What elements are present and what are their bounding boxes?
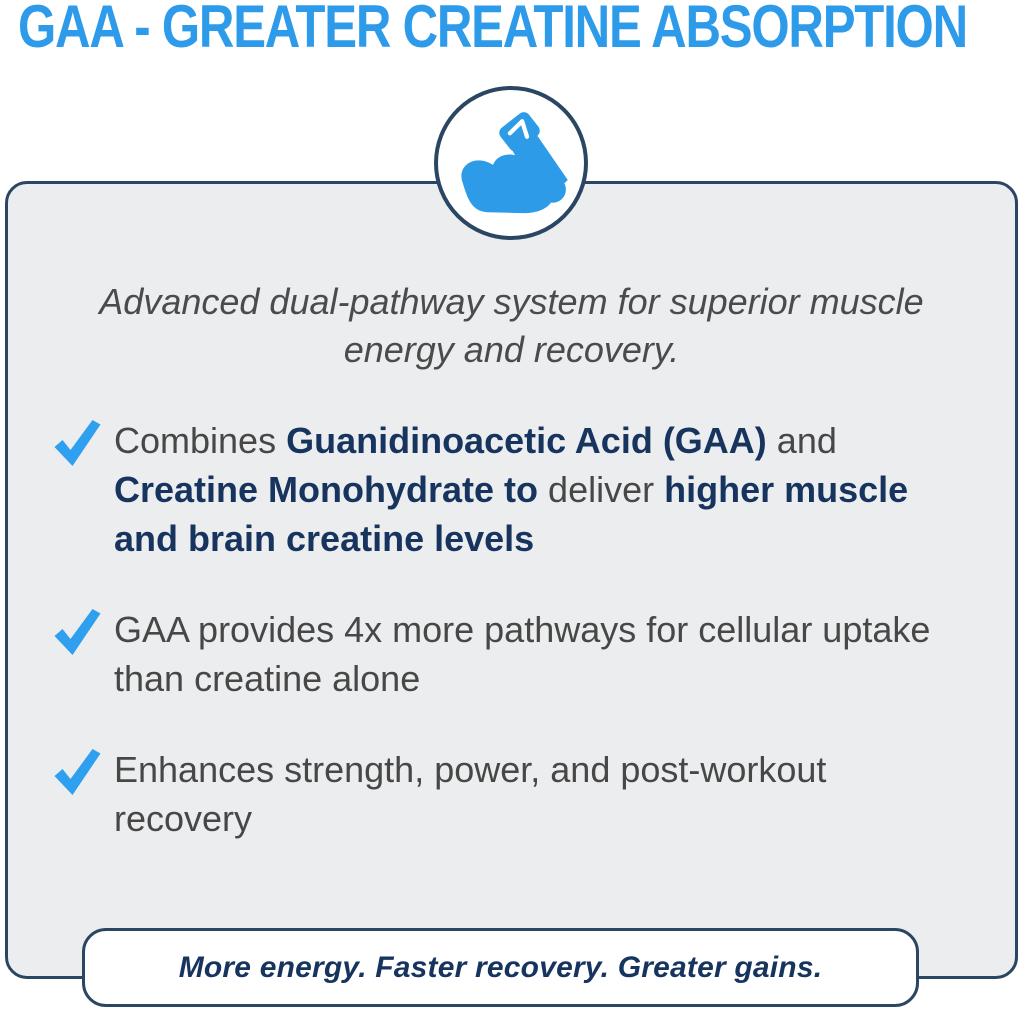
benefit-text [114,609,930,699]
checkmark-icon [52,747,102,799]
footer-banner [82,928,919,1007]
benefit-text-plain: deliver [538,469,665,510]
muscle-badge [434,86,588,240]
benefit-text [114,420,908,559]
benefit-text-plain: Enhances strength, power, and post-workout recovery [114,749,827,839]
page-title: GAA - GREATER CREATINE ABSORPTION [18,0,967,60]
benefit-text [114,749,826,839]
benefit-text-emphasis: Guanidinoacetic Acid (GAA) [286,420,767,461]
feature-card [5,181,1018,979]
checkmark-icon [52,607,102,659]
benefit-text-plain: and [766,420,837,461]
benefit-text-plain: Combines [114,420,287,461]
footer-tagline: More energy. Faster recovery. Greater gains. [178,950,823,984]
flexed-bicep-icon [440,92,582,234]
benefit-item [54,605,947,703]
benefit-text-plain: GAA provides 4x more pathways for cellular uptake than creatine alone [114,609,931,699]
benefit-item [54,416,947,563]
benefit-text-emphasis: higher muscle and brain creatine levels [114,469,909,559]
benefit-list [54,416,947,843]
subtitle: Advanced dual-pathway system for superior muscle energy and recovery. [99,281,924,370]
checkmark-icon [52,418,102,470]
benefit-item [54,745,947,843]
benefit-text-emphasis: Creatine Monohydrate to [114,469,539,510]
